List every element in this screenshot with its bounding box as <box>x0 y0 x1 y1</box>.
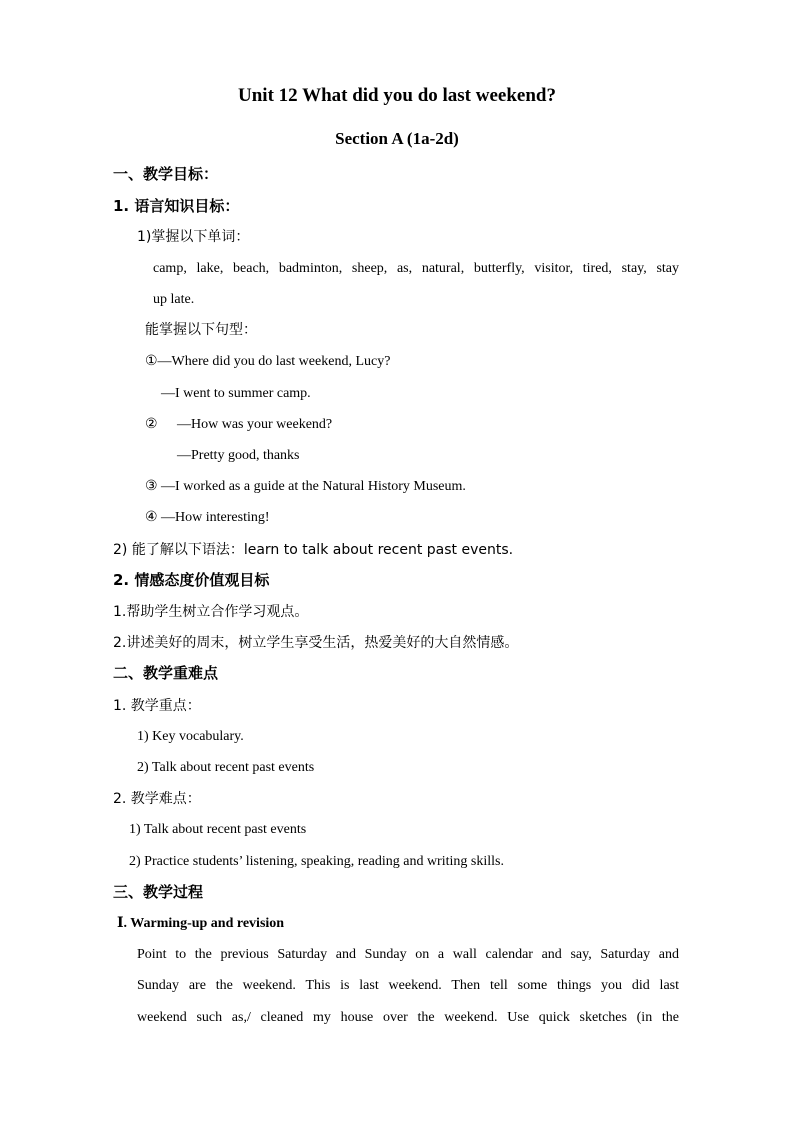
difficult-points-heading: 2. 教学难点： <box>113 791 201 807</box>
difficult-point-2: 2) Practice students’ listening, speaking, reading and writing skills. <box>129 854 504 869</box>
dialogue-2-answer: —Pretty good, thanks <box>177 448 300 463</box>
heading-teaching-objectives: 一、教学目标： <box>113 165 219 183</box>
dialogue-3: ③ —I worked as a guide at the Natural History Museum. <box>145 479 466 494</box>
dialogue-4: ④ —How interesting! <box>145 510 270 525</box>
grammar-objective: 2) 能了解以下语法：learn to talk about recent past events. <box>113 542 514 558</box>
words-intro: 1)掌握以下单词： <box>137 229 250 245</box>
dialogue-2-question: —How was your weekend? <box>177 417 333 432</box>
key-point-2: 2) Talk about recent past events <box>137 760 315 775</box>
process-paragraph-line-2: Sunday are the weekend. This is last weekend. Then tell some things you did last <box>137 978 679 993</box>
heading-teaching-process: 三、教学过程 <box>113 883 204 901</box>
key-points-heading: 1. 教学重点： <box>113 698 201 714</box>
heading-key-difficult-points: 二、教学重难点 <box>113 664 219 682</box>
attitude-item-2: 2.讲述美好的周末，树立学生享受生活，热爱美好的大自然情感。 <box>113 635 519 651</box>
process-paragraph-line-1: Point to the previous Saturday and Sunday on a wall calendar and say, Saturday and <box>137 947 679 962</box>
dialogue-1-question: ①—Where did you do last weekend, Lucy? <box>145 354 391 369</box>
vocabulary-line-1: camp, lake, beach, badminton, sheep, as, natural, butterfly, visitor, tired, stay, stay <box>153 261 679 276</box>
sentences-intro: 能掌握以下句型： <box>145 322 257 338</box>
warming-up-heading: Ⅰ. Warming-up and revision <box>117 916 285 931</box>
attitude-item-1: 1.帮助学生树立合作学习观点。 <box>113 604 309 620</box>
vocabulary-line-2: up late. <box>153 292 195 307</box>
difficult-point-1: 1) Talk about recent past events <box>129 822 307 837</box>
heading-language-knowledge: 1. 语言知识目标： <box>113 197 240 215</box>
dialogue-2-number: ② <box>145 417 158 432</box>
key-point-1: 1) Key vocabulary. <box>137 729 244 744</box>
process-paragraph-line-3: weekend such as,/ cleaned my house over the weekend. Use quick sketches (in the <box>137 1010 679 1025</box>
page-subtitle: Section A (1a-2d) <box>335 129 459 148</box>
dialogue-1-answer: —I went to summer camp. <box>161 386 311 401</box>
heading-emotional-attitude: 2. 情感态度价值观目标 <box>113 571 270 589</box>
page-title: Unit 12 What did you do last weekend? <box>238 85 556 106</box>
